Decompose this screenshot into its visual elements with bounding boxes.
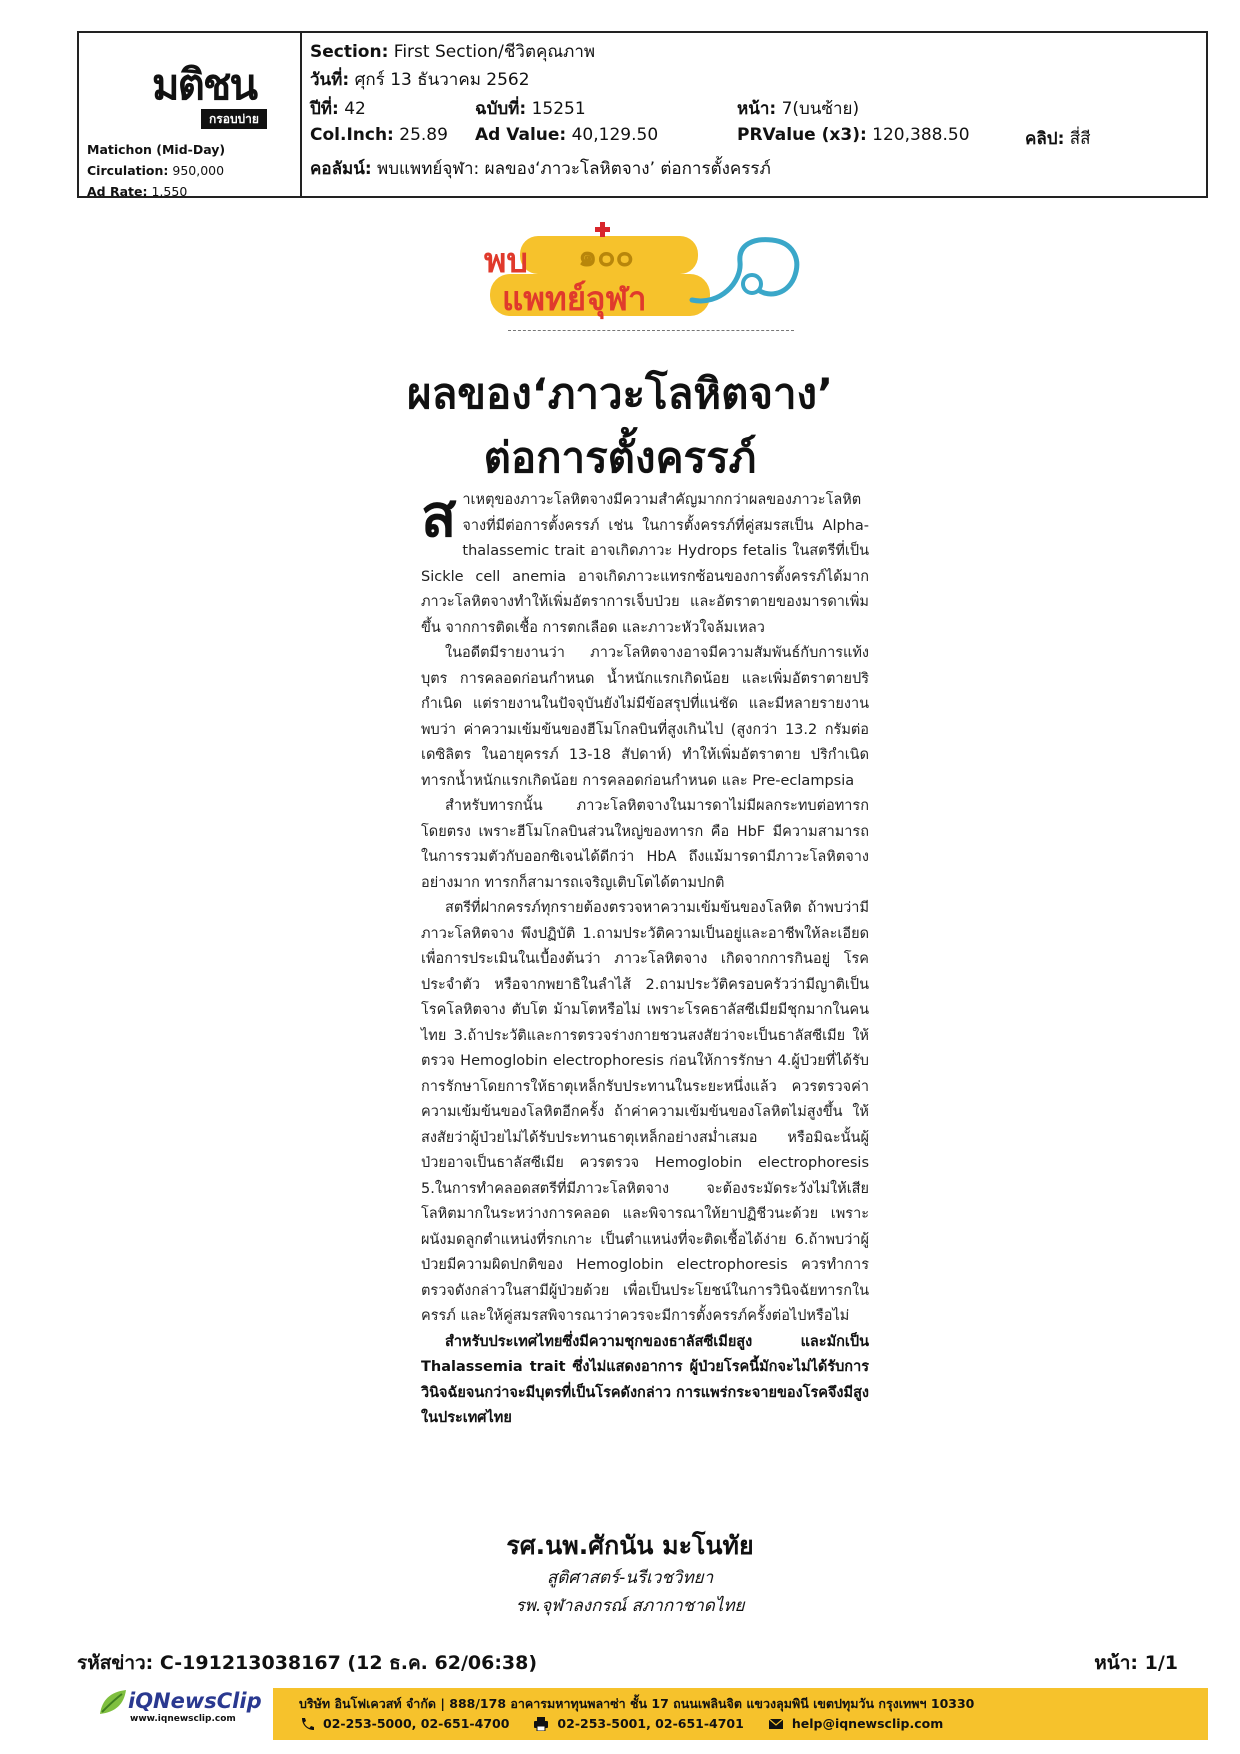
colinch-label: Col.Inch: [310,125,394,145]
publication-panel [79,33,302,199]
page-cell [737,95,859,122]
logo-text-doctor: แพทย์จุฬา [502,279,647,318]
paragraph-1 [421,482,869,641]
column-row [310,155,771,182]
fax-icon [533,1717,549,1731]
section-label: Section: [310,42,389,62]
advalue-cell [475,125,658,145]
phone-number: 02-253-5000, 02-651-4700 [323,1716,510,1731]
logo-divider [508,330,794,331]
anniversary-badge: ๑๐๐ [578,239,634,274]
email-icon [768,1717,784,1731]
issue-value: 15251 [531,99,586,119]
page-value: 7(บนซ้าย) [781,99,860,119]
paragraph-3: สำหรับทารกนั้น ภาวะโลหิตจางในมารดาไม่มีผลกระทบต่อทารกโดยตรง เพราะฮีโมโกลบินส่วนใหญ่ของทารก คือ HbF มีความสามารถในการรวมตัวกับออกซิเจนได้ดีกว่า HbA ถึงแม้มารดามีภาวะโลหิตจางอย่างมาก ทารกก็สามารถเจริญเติบโตได้ตามปกติ [421,798,869,891]
date-label: วันที่: [310,70,350,90]
circulation-value: 950,000 [172,163,225,178]
issue-cell [475,95,586,122]
news-code-label: รหัสข่าว: [77,1652,154,1674]
brand-name: iQNewsClip [128,1689,262,1713]
email-address: help@iqnewsclip.com [791,1716,944,1731]
title-line-1: ผลของ‘ภาวะโลหิตจาง’ [406,369,834,418]
clip-value: สี่สี [1069,129,1091,149]
clip-metadata [302,33,1206,196]
column-logo [480,222,810,332]
page-number [1094,1648,1178,1678]
title-line-2: ต่อการตั้งครรภ์ [483,433,757,482]
ad-rate-label: Ad Rate: [87,184,148,199]
page-number-label: หน้า: [1094,1652,1138,1674]
company-address: บริษัท อินโฟเควสท์ จำกัด | 888/178 อาคารมหาทุนพลาซ่า ชั้น 17 ถนนเพลินจิต แขวงลุมพินี เขตปทุมวัน กรุงเทพฯ 10330 [299,1696,975,1711]
issue-label: ฉบับที่: [475,99,527,119]
publication-info [87,139,225,202]
prvalue-label: PRValue (x3): [737,125,867,145]
column-label: คอลัมน์: [310,159,372,179]
author-organization: รพ.จุฬาลงกรณ์ สภากาชาดไทย [515,1596,745,1616]
masthead [139,60,269,129]
brand-url[interactable]: www.iqnewsclip.com [130,1714,236,1724]
edition-badge: กรอบบ่าย [201,109,267,129]
news-code [77,1648,537,1678]
date-value: ศุกร์ 13 ธันวาคม 2562 [354,70,530,90]
author-department: สูติศาสตร์-นรีเวชวิทยา [546,1568,714,1588]
contact-list [299,1716,943,1731]
publication-name: Matichon (Mid-Day) [87,142,226,157]
iqnewsclip-logo[interactable] [98,1688,260,1738]
section-value: First Section/ชีวิตคุณภาพ [393,42,596,62]
ad-rate-value: 1,550 [151,184,188,199]
masthead-name: มติชน [151,60,257,109]
section-row [310,38,595,65]
phone-icon [299,1717,315,1731]
page-label: หน้า: [737,99,777,119]
clip-label: คลิป: [1025,129,1065,149]
paragraph-4: สตรีที่ฝากครรภ์ทุกรายต้องตรวจหาความเข้มข้นของโลหิต ถ้าพบว่ามีภาวะโลหิตจาง พึงปฏิบัติ 1.ถามประวัติความเป็นอยู่และอาชีพให้ละเอียด เพื่อการประเมินในเบื้องต้นว่า ภาวะโลหิตจาง เกิดจากการกินอยู่ โรคประจำตัว หรือจากพยาธิในลำไส้ 2.ถามประวัติครอบครัวว่ามีญาติเป็นโรคโลหิตจาง ตับโต ม้ามโตหรือไม่ เพราะโรคธาลัสซีเมียมีชุกมากในคนไทย 3.ถ้าประวัติและการตรวจร่างกายชวนสงสัยว่าจะเป็นธาลัสซีเมีย ให้ตรวจ Hemoglobin electrophoresis ก่อนให้การรักษา 4.ผู้ป่วยที่ได้รับการรักษาโดยการให้ธาตุเหล็กรับประทานในระยะหนึ่งแล้ว ควรตรวจค่าความเข้มข้นของโลหิตอีกครั้ง ถ้าค่าความเข้มข้นของโลหิตไม่สูงขึ้น ให้สงสัยว่าผู้ป่วยไม่ได้รับประทานธาตุเหล็กอย่างสม่ำเสมอ หรือมิฉะนั้นผู้ป่วยอาจเป็นธาลัสซีเมีย ควรตรวจ Hemoglobin electrophoresis 5.ในการทำคลอดสตรีที่มีภาวะโลหิตจาง จะต้องระมัดระวังไม่ให้เสียโลหิตมากในระหว่างการคลอด และพิจารณาให้ยาปฏิชีวนะด้วย เพราะผนังมดลูกตำแหน่งที่รกเกาะ เป็นตำแหน่งที่จะติดเชื้อได้ง่าย 6.ถ้าพบว่าผู้ป่วยมีความผิดปกติของ Hemoglobin electrophoresis ควรทำการตรวจดังกล่าวในสามีผู้ป่วยด้วย เพื่อเป็นประโยชน์ในการวินิจฉัยทารกในครรภ์ และให้คู่สมรสพิจารณาว่าควรจะมีการตั้งครรภ์ครั้งต่อไปหรือไม่ [421,900,869,1324]
logo-text-meet: พบ [484,241,528,281]
circulation-label: Circulation: [87,163,169,178]
drop-cap: ส [421,482,457,550]
paragraph-1-text: าเหตุของภาวะโลหิตจางมีความสำคัญมากกว่าผลของภาวะโลหิตจางที่มีต่อการตั้งครรภ์ เช่น ในการตั้งครรภ์ที่คู่สมรสเป็น Alpha-thalassemic trait อาจเกิดภาวะ Hydrops fetalis ในสตรีที่เป็น Sickle cell anemia อาจเกิดภาวะแทรกซ้อนของการตั้งครรภ์ได้มาก ภาวะโลหิตจางทำให้เพิ่มอัตราการเจ็บป่วย และอัตราตายของมารดาเพิ่มขึ้น จากการติดเชื้อ การตกเลือด และภาวะหัวใจล้มเหลว [421,492,869,636]
article-body [421,482,869,1432]
byline [480,1528,780,1620]
contact-bar [273,1688,1208,1740]
colinch-cell [310,125,448,145]
column-value: พบแพทย์จุฬา: ผลของ‘ภาวะโลหิตจาง’ ต่อการตั้งครรภ์ [377,159,771,179]
author-name: รศ.นพ.ศักนัน มะโนทัย [506,1531,754,1560]
column-logo-graphic [480,222,810,332]
header-box [77,31,1208,198]
advalue-label: Ad Value: [475,125,567,145]
clip-cell [1025,125,1091,152]
news-code-value: C-191213038167 (12 ธ.ค. 62/06:38) [159,1652,538,1674]
fax-contact[interactable] [533,1716,743,1731]
year-cell [310,95,366,122]
page-number-value: 1/1 [1144,1652,1178,1674]
date-row [310,66,530,93]
prvalue-value: 120,388.50 [872,125,970,145]
leaf-icon [98,1688,128,1716]
year-value: 42 [344,99,366,119]
email-contact[interactable] [768,1716,943,1731]
phone-contact[interactable] [299,1716,509,1731]
fax-number: 02-253-5001, 02-651-4701 [557,1716,744,1731]
year-label: ปีที่: [310,99,339,119]
article-title [380,362,860,490]
prvalue-cell [737,125,970,145]
colinch-value: 25.89 [399,125,448,145]
advalue-value: 40,129.50 [571,125,659,145]
paragraph-5: สำหรับประเทศไทยซึ่งมีความชุกของธาลัสซีเมียสูง และมักเป็น Thalassemia trait ซึ่งไม่แสดงอาการ ผู้ป่วยโรคนี้มักจะไม่ได้รับการวินิจฉัยจนกว่าจะมีบุตรที่เป็นโรคดังกล่าว การแพร่กระจายของโรคจึงมีสูงในประเทศไทย [421,1333,869,1426]
paragraph-2: ในอดีตมีรายงานว่า ภาวะโลหิตจางอาจมีความสัมพันธ์กับการแท้งบุตร การคลอดก่อนกำหนด น้ำหนักแรกเกิดน้อย และเพิ่มอัตราตายปริกำเนิด แต่รายงานในปัจจุบันยังไม่มีข้อสรุปที่แน่ชัด และมีหลายรายงานพบว่า ค่าความเข้มข้นของฮีโมโกลบินที่สูงเกินไป (สูงกว่า 13.2 กรัมต่อเดซิลิตร ในอายุครรภ์ 13-18 สัปดาห์) ทำให้เพิ่มอัตราตาย ปริกำเนิด ทารกน้ำหนักแรกเกิดน้อย การคลอดก่อนกำหนด และ Pre-eclampsia [421,645,869,789]
